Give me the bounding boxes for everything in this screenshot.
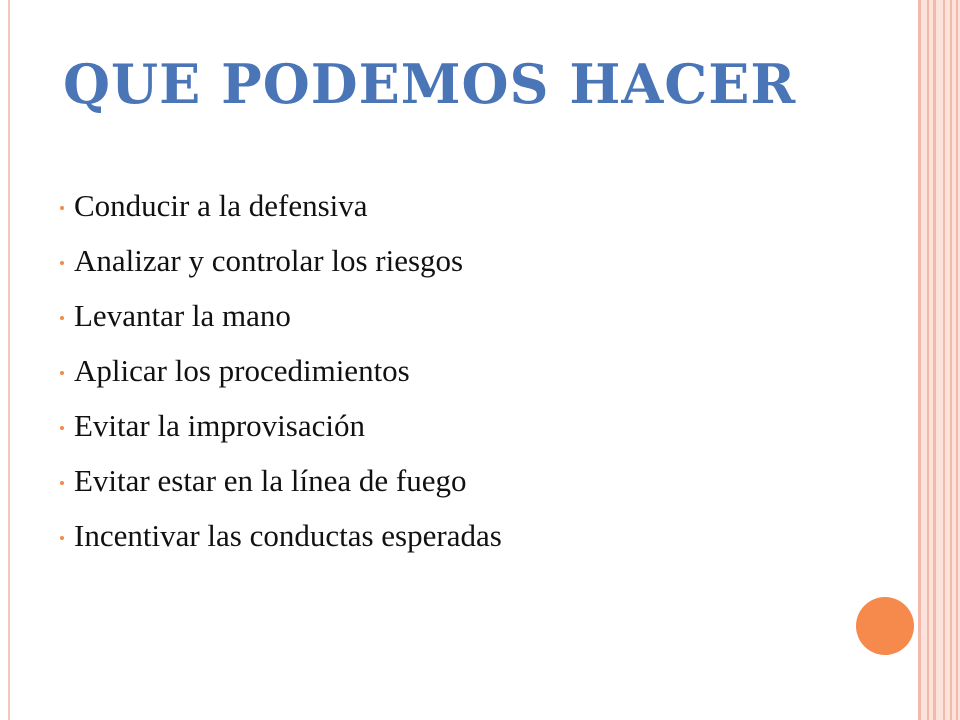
- bullet-item: [60, 233, 502, 288]
- decorative-stripe: [943, 0, 945, 720]
- bullet-list: [60, 178, 502, 563]
- right-decorative-band: [918, 0, 960, 720]
- bullet-item: [60, 343, 502, 398]
- bullet-dot-icon: [60, 481, 64, 485]
- bullet-item: [60, 398, 502, 453]
- bullet-item: [60, 453, 502, 508]
- slide-title: QUE PODEMOS HACER: [63, 52, 797, 116]
- bullet-dot-icon: [60, 206, 64, 210]
- bullet-text: Evitar la improvisación: [74, 407, 365, 443]
- bullet-text: Aplicar los procedimientos: [74, 352, 410, 388]
- bullet-dot-icon: [60, 316, 64, 320]
- left-border-line: [8, 0, 10, 720]
- bullet-text: Conducir a la defensiva: [74, 187, 368, 223]
- bullet-text: Evitar estar en la línea de fuego: [74, 462, 467, 498]
- decorative-stripe: [956, 0, 958, 720]
- bullet-item: [60, 178, 502, 233]
- bullet-text: Levantar la mano: [74, 297, 291, 333]
- decorative-stripe: [918, 0, 921, 720]
- bullet-dot-icon: [60, 426, 64, 430]
- bullet-item: [60, 288, 502, 343]
- decorative-stripe: [933, 0, 936, 720]
- decorative-stripe: [950, 0, 952, 720]
- bullet-dot-icon: [60, 261, 64, 265]
- bullet-item: [60, 508, 502, 563]
- bullet-dot-icon: [60, 536, 64, 540]
- bullet-text: Analizar y controlar los riesgos: [74, 242, 464, 278]
- bullet-dot-icon: [60, 371, 64, 375]
- orange-circle-icon: [856, 597, 914, 655]
- bullet-text: Incentivar las conductas esperadas: [74, 517, 502, 553]
- decorative-stripe: [927, 0, 929, 720]
